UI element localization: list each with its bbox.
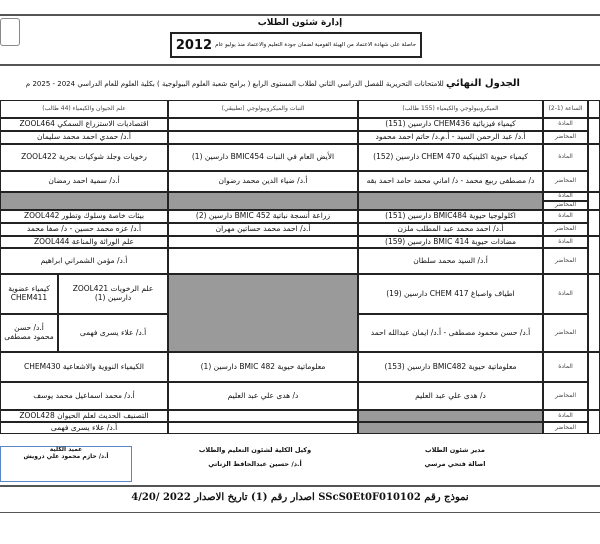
department-title: إدارة شئون الطلاب: [257, 18, 343, 28]
subject-cell: التصنيف الحديث لعلم الحيوان ZOOL428: [0, 410, 168, 422]
lecturer-cell: [358, 422, 543, 434]
lecturer-label: المحاضر: [543, 314, 588, 352]
sig3-title: عميد الكلية: [49, 446, 83, 453]
day-cell: [588, 352, 600, 410]
lecturer-cell: أ.د/ حسن محمود مصطفى: [0, 314, 58, 352]
lecturer-label: المحاضر: [543, 248, 588, 274]
lecturer-cell: أ.د/ عزه محمد حسين - د/ صفا محمد: [0, 223, 168, 236]
empty-slot: [358, 192, 543, 210]
subject-cell: مضادات حيوية BMIC 414 دارسين (159): [358, 236, 543, 248]
title-text: للامتحانات التحريرية للفصل الدراسي الثاني لطلاب المستوى الرابع ( برامج شعبة العلوم البيولوجية ) بكلية العلوم للعام الدراسي 2024 - 2025 م: [25, 80, 444, 88]
subject-label: المادة: [543, 410, 588, 422]
subject-label: المادة: [543, 118, 588, 131]
subject-cell: كيمياء حيوية اكلينيكية CHEM 470 دارسين (152): [358, 144, 543, 171]
subject-cell: [358, 410, 543, 422]
subject-cell: [168, 118, 358, 131]
subject-cell: معلوماتية حيوية BMIC482 دارسين (153): [358, 352, 543, 382]
top-rule: [0, 14, 600, 16]
subject-label: المادة: [543, 352, 588, 382]
lecturer-cell: أ.د/ علاء يسرى فهمى: [0, 422, 168, 434]
empty-slot: [168, 274, 358, 352]
subject-cell: اكلولوجيا حيوية BMIC484 دارسين (151): [358, 210, 543, 223]
day-cell: [588, 192, 600, 210]
lecturer-cell: د/ هدى علي عبد العليم: [168, 382, 358, 410]
subject-cell: [168, 236, 358, 248]
subject-cell: علم الوراثة والمناعة ZOOL444: [0, 236, 168, 248]
lecturer-cell: أ.د/ حسن محمود مصطفى - أ.د/ ايمان عبدالله احمد: [358, 314, 543, 352]
sig1-name: اصالة فتحي مرسي: [424, 460, 486, 468]
lecturer-cell: د/ هدى علي عبد العليم: [358, 382, 543, 410]
rule: [0, 512, 600, 513]
header-time: الساعة (1-2): [543, 100, 588, 118]
logo: [0, 18, 20, 46]
day-cell: [588, 118, 600, 144]
signature-1: [380, 446, 530, 468]
subject-label: المادة: [543, 210, 588, 223]
lecturer-cell: [168, 248, 358, 274]
lecturer-label: المحاضر: [543, 201, 588, 210]
subject-cell: معلوماتية حيوية BMIC 482 دارسين (1): [168, 352, 358, 382]
header-col-a: الميكروبيولوجي والكيمياء (155 طالب): [358, 100, 543, 118]
lecturer-cell: أ.د/ احمد محمد حساتين مهران: [168, 223, 358, 236]
subject-cell: رخويات وجلد شوكيات بحرية ZOOL422: [0, 144, 168, 171]
lecturer-label: المحاضر: [543, 422, 588, 434]
lecturer-label: المحاضر: [543, 382, 588, 410]
subject-cell: علم الرخويات ZOOL421 دارسين (1): [58, 274, 168, 314]
day-cell: [588, 236, 600, 274]
header-day: [588, 100, 600, 118]
lecturer-cell: أ.د/ حمدي احمد محمد سليمان: [0, 131, 168, 144]
subject-cell: اقتصاديات الاستزراع السمكي ZOOL464: [0, 118, 168, 131]
accreditation-year: 2012: [175, 37, 213, 53]
lecturer-cell: أ.د/ احمد محمد عبد المطلب ملزن: [358, 223, 543, 236]
lecturer-cell: [168, 131, 358, 144]
rule: [0, 64, 600, 66]
subject-cell: كيمياء عضوية CHEM411: [0, 274, 58, 314]
subject-label: المادة: [543, 144, 588, 171]
subject-cell: بيئات خاصة وسلوك وتطور ZOOL442: [0, 210, 168, 223]
rule: [0, 485, 600, 487]
lecturer-cell: أ.د/ محمد اسماعيل محمد يوسف: [0, 382, 168, 410]
subject-cell: زراعة أنسجة نباتية BMIC 452 دارسين (2): [168, 210, 358, 223]
accreditation-text: حاصلة على شهادة الاعتماد من الهيئة القومية لضمان جودة التعليم والاعتماد منذ يوليو عام: [215, 42, 417, 48]
title-bold: الجدول النهائي: [445, 78, 520, 89]
lecturer-cell: أ.د/ عبد الرحمن السيد - أ.م.د/ حاتم احمد محمود: [358, 131, 543, 144]
empty-slot: [168, 192, 358, 210]
signature-2: [180, 446, 330, 468]
subject-cell: كيمياء فيزيائية CHEM436 دارسين (151): [358, 118, 543, 131]
sig2-title: وكيل الكلية لشئون التعليم والطلاب: [198, 446, 312, 454]
subject-label: المادة: [543, 192, 588, 201]
day-cell: [588, 210, 600, 236]
sig3-name: أ.د/ حازم محمود علي درويش: [23, 452, 109, 460]
header-col-b: النبات والميكروبيولوجي (تطبيقي): [168, 100, 358, 118]
subject-cell: الكيمياء النووية والاشعاعية CHEM430: [0, 352, 168, 382]
schedule-title: [25, 78, 520, 89]
sig1-title: مدير شئون الطلاب: [425, 446, 485, 454]
subject-cell: [168, 410, 358, 422]
lecturer-label: المحاضر: [543, 131, 588, 144]
lecturer-cell: أ.د/ سمية احمد رمضان: [0, 171, 168, 192]
sig2-name: أ.د/ حسين عبدالحافظ الزناتي: [208, 460, 302, 468]
lecturer-label: المحاضر: [543, 223, 588, 236]
header-col-c: علم الحيوان والكيمياء (44 طالب): [0, 100, 168, 118]
subject-label: المادة: [543, 274, 588, 314]
form-number: نموذج رقم SScS0Et0F010102 اصدار رقم (1) تاريخ الاصدار 2022 /4/20: [131, 492, 469, 503]
day-cell: [588, 410, 600, 434]
day-cell: [588, 274, 600, 352]
subject-cell: الأيض العام في النبات BMIC454 دارسين (1): [168, 144, 358, 171]
lecturer-cell: أ.د/ مؤمن الشمراني ابراهيم: [0, 248, 168, 274]
accreditation-box: [170, 32, 422, 58]
lecturer-cell: د/ مصطفى ربيع محمد - د/ اماني محمد حامد احمد بقه: [358, 171, 543, 192]
lecturer-cell: أ.د/ السيد محمد سلطان: [358, 248, 543, 274]
subject-cell: اطياف واصباغ CHEM 417 دارسين (19): [358, 274, 543, 314]
lecturer-cell: [168, 422, 358, 434]
subject-label: المادة: [543, 236, 588, 248]
lecturer-cell: أ.د/ ضياء الدين محمد رضوان: [168, 171, 358, 192]
lecturer-label: المحاضر: [543, 171, 588, 192]
dean-stamp: [0, 446, 132, 482]
day-cell: [588, 144, 600, 192]
empty-slot: [0, 192, 168, 210]
lecturer-cell: أ.د/ علاء يسرى فهمى: [58, 314, 168, 352]
